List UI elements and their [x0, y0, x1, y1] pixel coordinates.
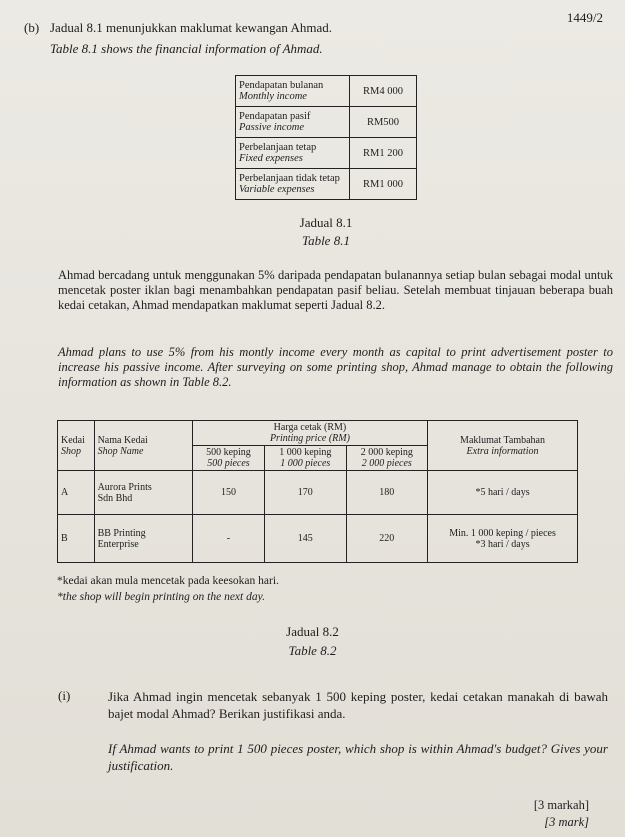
extra-info-line2: *3 hari / days	[475, 538, 530, 550]
table-header-row	[58, 421, 578, 446]
shop-name-line1: Aurora Prints	[97, 481, 152, 493]
row-label-malay: Pendapatan pasif	[239, 111, 311, 122]
sub-question-malay: Jika Ahmad ingin mencetak sebanyak 1 500 keping poster, kedai cetakan manakah di bawah bajet modal Ahmad? Berikan justifikasi anda.	[108, 689, 608, 721]
table-row	[58, 515, 578, 563]
row-label-english: Fixed expenses	[239, 153, 303, 164]
marks-malay: [3 markah]	[533, 798, 589, 812]
header-500-malay: 500 keping	[206, 447, 251, 458]
row-label-malay: Pendapatan bulanan	[239, 80, 324, 91]
header-price-english: Printing price (RM)	[269, 433, 350, 444]
price-500: 150	[192, 471, 264, 515]
header-name-english: Shop Name	[97, 445, 144, 457]
row-value: RM500	[350, 107, 417, 138]
question-english: Table 8.1 shows the financial information of Ahmad.	[50, 41, 323, 56]
row-value: RM1 200	[350, 138, 417, 169]
table-row	[236, 169, 417, 200]
table-row	[58, 471, 578, 515]
shop-code: B	[58, 515, 95, 563]
header-name-malay: Nama Kedai	[97, 434, 148, 446]
header-extra-english: Extra information	[466, 445, 539, 457]
price-2000: 180	[346, 471, 428, 515]
row-label-english: Variable expenses	[239, 184, 315, 195]
row-value: RM1 000	[350, 169, 417, 200]
paragraph-english	[58, 345, 613, 390]
marks-english: [3 mark]	[544, 815, 589, 829]
row-label-malay: Perbelanjaan tidak tetap	[239, 173, 340, 184]
row-label-english: Monthly income	[239, 91, 307, 102]
footnote-malay: *kedai akan mula mencetak pada keesokan hari.	[57, 575, 279, 587]
shop-name-line2: Sdn Bhd	[97, 492, 133, 504]
page-code: 1449/2	[566, 10, 603, 25]
shop-code: A	[58, 471, 95, 515]
header-500-english: 500 pieces	[207, 458, 250, 469]
sub-question-label: (i)	[58, 688, 71, 703]
row-label-malay: Perbelanjaan tetap	[239, 142, 317, 153]
price-1000: 170	[265, 471, 347, 515]
table-row	[236, 107, 417, 138]
shop-name-line1: BB Printing	[97, 527, 146, 539]
header-shop-malay: Kedai	[61, 434, 85, 446]
question-malay: Jadual 8.1 menunjukkan maklumat kewangan Ahmad.	[50, 20, 332, 35]
header-2000-english: 2 000 pieces	[361, 458, 412, 469]
header-price-malay: Harga cetak (RM)	[273, 422, 347, 433]
question-label: (b)	[24, 20, 40, 35]
header-shop-english: Shop	[61, 445, 81, 457]
header-extra-malay: Maklumat Tambahan	[460, 434, 545, 446]
paragraph-english-text: Ahmad plans to use 5% from his montly income every month as capital to print advertisement poster to increase his passive income. After surveying on some printing shop, Ahmad manage to obtain the following information as shown in Table 8.2.	[58, 345, 613, 389]
row-label-english: Passive income	[239, 122, 305, 133]
table-row	[236, 76, 417, 107]
footnote-english: *the shop will begin printing on the next day.	[57, 591, 265, 603]
price-500: -	[192, 515, 264, 563]
paragraph-malay-text: Ahmad bercadang untuk menggunakan 5% daripada pendapatan bulanannya setiap bulan sebagai modal untuk mencetak poster iklan bagi menambahkan pendapatan pasif beliau. Setelah membuat tinjauan beberapa buah kedai cetakan, Ahmad mendapatkan maklumat seperti Jadual 8.2.	[58, 268, 613, 312]
table1-caption-english: Table 8.1	[302, 233, 350, 248]
printing-price-table	[57, 420, 578, 563]
header-1000-english: 1 000 pieces	[280, 458, 331, 469]
table2-caption-english: Table 8.2	[288, 643, 337, 658]
table2-caption-malay: Jadual 8.2	[286, 624, 339, 639]
price-2000: 220	[346, 515, 428, 563]
row-value: RM4 000	[350, 76, 417, 107]
extra-info-line1: Min. 1 000 keping / pieces	[449, 527, 556, 539]
header-1000-malay: 1 000 keping	[279, 447, 332, 458]
paragraph-malay	[58, 268, 613, 313]
sub-question-english: If Ahmad wants to print 1 500 pieces poster, which shop is within Ahmad's budget? Gives your justification.	[108, 741, 608, 773]
extra-info-line1: *5 hari / days	[475, 487, 530, 498]
price-1000: 145	[265, 515, 347, 563]
header-2000-malay: 2 000 keping	[360, 447, 413, 458]
shop-name-line2: Enterprise	[97, 538, 139, 550]
table-row	[236, 138, 417, 169]
table1-caption-malay: Jadual 8.1	[299, 215, 353, 230]
financial-table	[235, 75, 417, 200]
